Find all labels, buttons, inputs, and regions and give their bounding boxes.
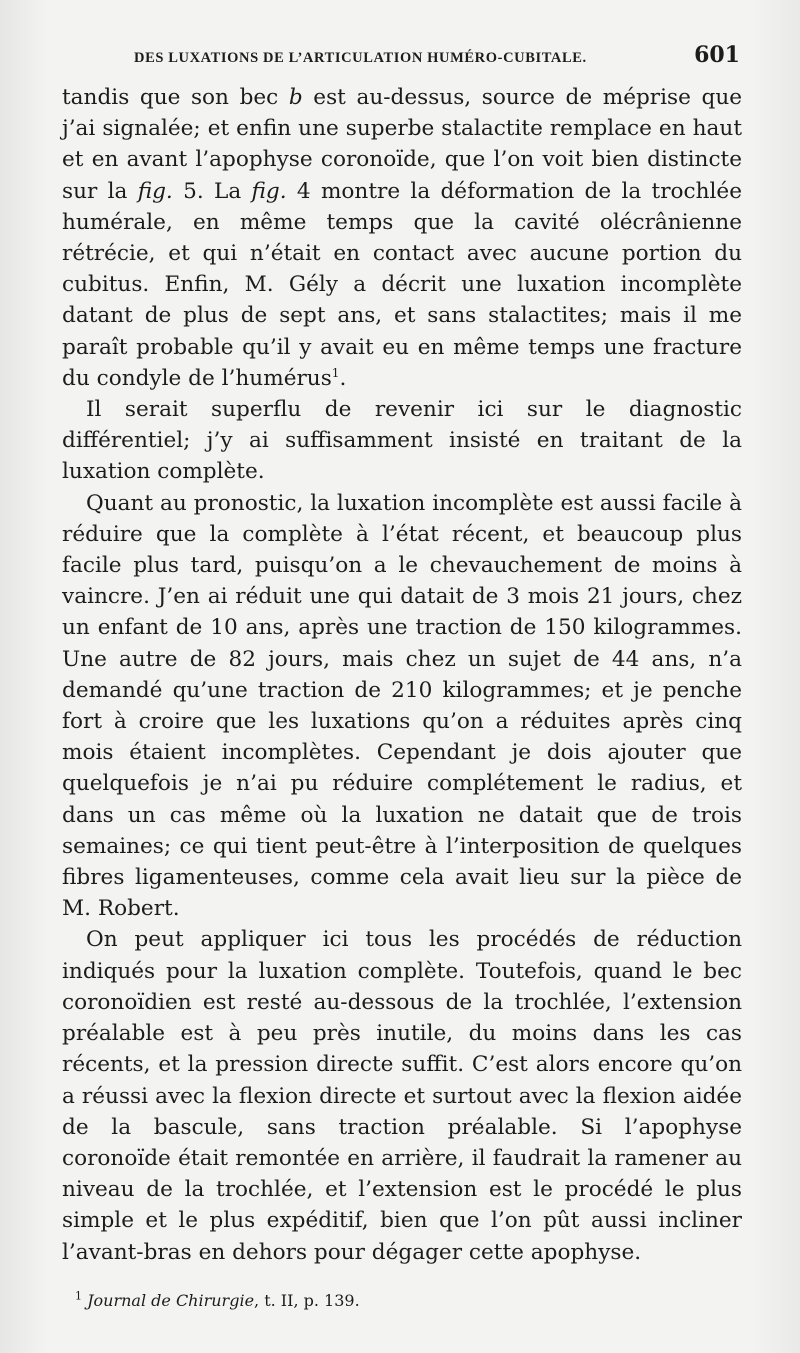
paragraph-text: 5. La (172, 178, 252, 204)
running-title: DES LUXATIONS DE L’ARTICULATION HUMÉRO-CUBITALE. (134, 50, 587, 66)
italic-text: b (288, 85, 303, 110)
footnote-journal: Journal de Chirurgie (87, 1291, 255, 1310)
paragraph-text: est au-dessus, source de méprise que j’ai signalée; et enfin une superbe stalactite remplace en haut et en avant l’apophyse coronoïde, que l’on voit bien distincte sur la (62, 85, 743, 204)
body-text (62, 82, 742, 1268)
footnote-marker: 1 (75, 1289, 82, 1303)
italic-text: fig. (137, 178, 173, 204)
running-head (60, 42, 740, 72)
paragraph-text: On peut appliquer ici tous les procédés de réduction indiqués pour la luxation complète. Toutefois, quand le bec coronoïdien est resté au-dessous de la trochlée, l’extension préalable est à peu près inutile, du moins dans les cas récents, et la pression directe suffit. C’est alors encore qu’on a réussi avec la flexion directe et surtout avec la flexion aidée de la bascule, sans traction préalable. Si l’apophyse coronoïde était remontée en arrière, il faudrait la ramener au niveau de la trochlée, et l’extension est le procédé le plus simple et le plus expéditif, bien que l’on pût aussi incliner l’avant-bras en dehors pour dégager cette apophyse. (62, 927, 742, 1265)
paragraph (62, 394, 742, 488)
paragraph (62, 488, 742, 925)
paragraph-text: 4 montre la déformation de la trochlée humérale, en même temps que la cavité olécrânienne rétrécie, et qui n’était en contact avec aucune portion du cubitus. Enfin, M. Gély a décrit une luxation incomplète datant de plus de sept ans, et sans stalactites; mais il me paraît probable qu’il y avait eu en même temps une fracture du condyle de l’humérus (62, 178, 742, 391)
footnote-reference-marker: 1 (331, 365, 340, 380)
page-number: 601 (694, 42, 740, 68)
footnote (75, 1290, 725, 1312)
paragraph (62, 82, 742, 394)
paragraph-text: Il serait superflu de revenir ici sur le diagnostic différentiel; j’y ai suffisamment insisté en traitant de la luxation complète. (62, 397, 742, 485)
paragraph-text: tandis que son bec (62, 85, 289, 110)
paragraph-text: Quant au pronostic, la luxation incomplète est aussi facile à réduire que la complète à l’état récent, et beaucoup plus facile plus tard, puisqu’on a le chevauchement de moins à vaincre. J’en ai réduit une qui datait de 3 mois 21 jours, chez un enfant de 10 ans, après une traction de 150 kilogrammes. Une autre de 82 jours, mais chez un sujet de 44 ans, n’a demandé qu’une traction de 210 kilogrammes; et je penche fort à croire que les luxations qu’on a réduites après cinq mois étaient incomplètes. Cependant je dois ajouter que quelquefois je n’ai pu réduire complétement le radius, et dans un cas même où la luxation ne datait que de trois semaines; ce qui tient peut-être à l’interposition de quelques fibres ligamenteuses, comme cela avait lieu sur la pièce de M. Robert. (62, 490, 742, 922)
footnote-reference: , t. II, p. 139. (254, 1291, 360, 1310)
paragraph (62, 924, 742, 1267)
paragraph-text: . (339, 365, 347, 391)
italic-text: fig. (251, 178, 287, 204)
